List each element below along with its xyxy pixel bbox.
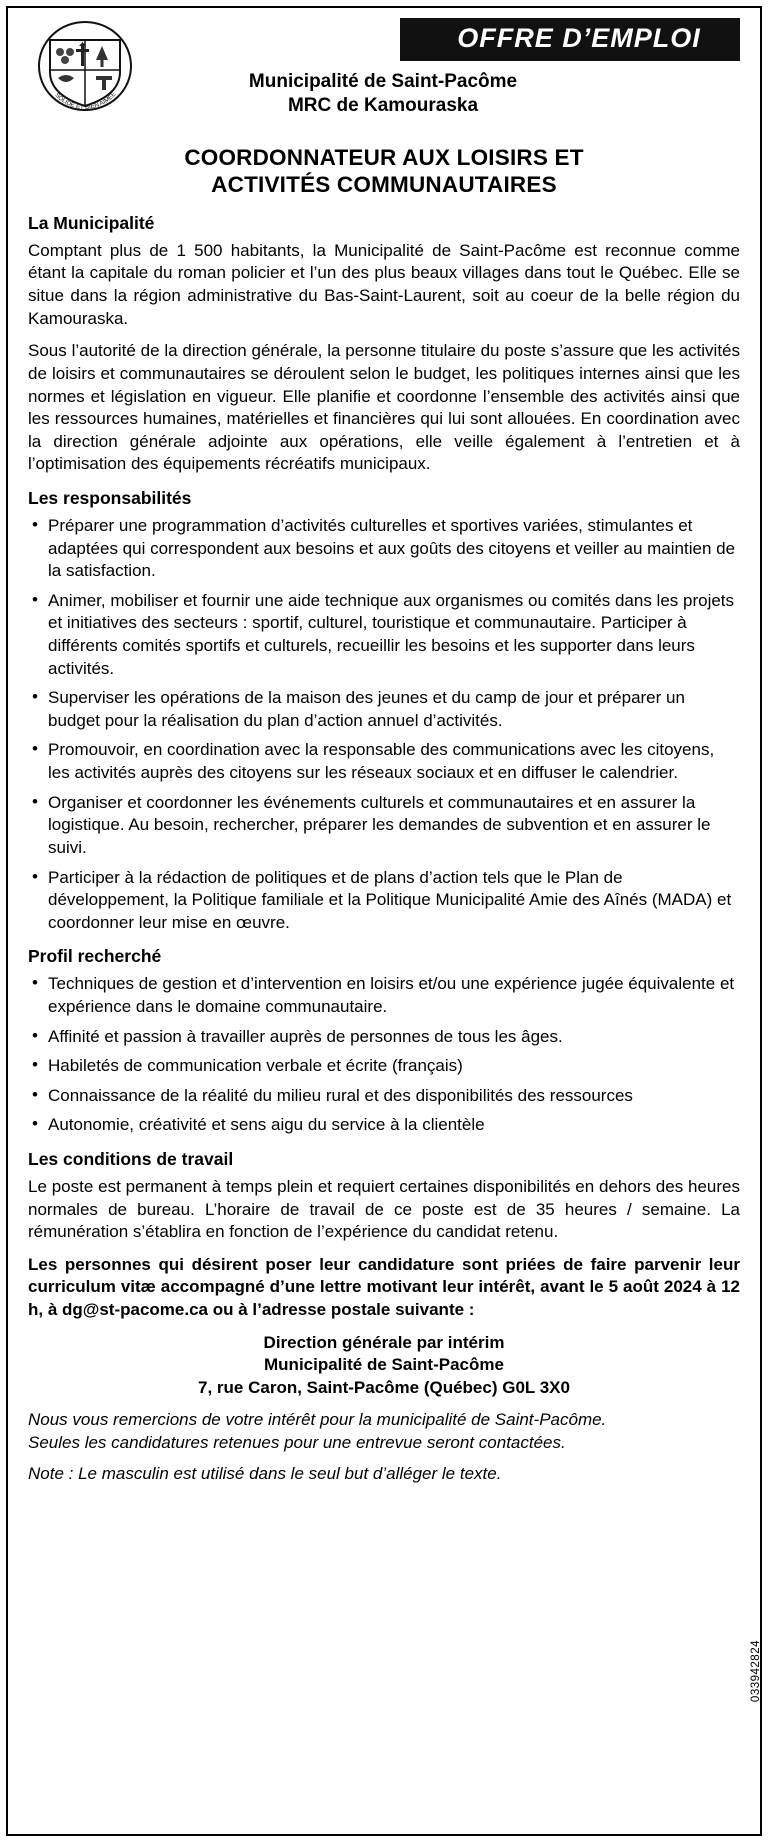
- list-item: • Promouvoir, en coordination avec la responsable des communications avec les citoyens, les activités auprès des citoyens sur les réseaux sociaux et en diffuser le calendrier.: [28, 739, 740, 784]
- job-title-line1: COORDONNATEUR AUX LOISIRS ET: [184, 145, 584, 170]
- municipality-titles: [148, 70, 618, 119]
- list-item: • Techniques de gestion et d’intervention en loisirs et/ou une expérience jugée équivalente et expérience dans le domaine communautaire.: [28, 973, 740, 1018]
- gender-note: Note : Le masculin est utilisé dans le seul but d’alléger le texte.: [28, 1464, 502, 1484]
- paragraph-municipalite-2: Sous l’autorité de la direction générale, la personne titulaire du poste s’assure que les activités de loisirs et communautaires se déroulent selon le budget, les politiques internes ainsi que les normes et législation en vigueur. Elle planifie et coordonne l’ensemble des activités ainsi que les ressources humaines, matérielles et financières qui lui sont allouées. En coordination avec la direction générale adjointe aux opérations, elle veille également à l’entretien et à l’optimisation des équipements récréatifs municipaux.: [28, 341, 740, 474]
- list-item: • Animer, mobiliser et fournir une aide technique aux organismes ou comités dans les projets et initiatives des secteurs : sportif, culturel, touristique et communautaire. Participer à différents comités sportifs et culturels, recueillir les besoins et les supporter dans leurs activités.: [28, 590, 740, 680]
- paragraph-municipalite-1: Comptant plus de 1 500 habitants, la Municipalité de Saint-Pacôme est reconnue comme étant la capitale du roman policier et l’un des plus beaux villages dans tout le Québec. Elle se situe dans la région administrative du Bas-Saint-Laurent, soit au coeur de la belle région du Kamouraska.: [28, 240, 740, 328]
- page-title: [28, 144, 740, 199]
- municipality-name: Municipalité de Saint-Pacôme: [248, 71, 518, 92]
- paragraph-conditions: Le poste est permanent à temps plein et requiert certaines disponibilités en dehors des heures normales de bureau. L’horaire de travail de ce poste est de 35 heures / semaine. La rémunération s’établira en fonction de l’expérience du candidat retenu.: [28, 1176, 740, 1242]
- list-item: • Organiser et coordonner les événements culturels et communautaires et en assurer la logistique. Au besoin, rechercher, préparer les demandes de subvention et en assurer le suivi.: [28, 792, 740, 860]
- address-line1: Direction générale par intérim: [263, 1332, 505, 1352]
- list-item: • Habiletés de communication verbale et écrite (français): [28, 1055, 740, 1078]
- closing-remarks: [28, 1409, 740, 1454]
- application-instructions: Les personnes qui désirent poser leur candidature sont priées de faire parvenir leur curriculum vitæ accompagné d’une lettre motivant leur intérêt, avant le 5 août 2024 à 12 h, à dg@st-pacome.ca ou à l’adresse postale suivante :: [28, 1254, 740, 1320]
- mrc-name: MRC de Kamouraska: [287, 95, 479, 117]
- job-title-line2: ACTIVITÉS COMMUNAUTAIRES: [211, 172, 557, 198]
- list-item: • Participer à la rédaction de politiques et de plans d’action tels que le Plan de développement, la Politique familiale et la Politique Municipalité Amie des Aînés (MADA) et coordonner leur mise en œuvre.: [28, 867, 740, 935]
- list-item: • Affinité et passion à travailler auprès de personnes de tous les âges.: [28, 1026, 740, 1049]
- closing-line1: Nous vous remercions de votre intérêt pour la municipalité de Saint-Pacôme.: [28, 1409, 607, 1429]
- section-heading-municipalite: La Municipalité: [28, 212, 155, 233]
- list-item: • Superviser les opérations de la maison des jeunes et du camp de jour et préparer un budget pour la réalisation du plan d’action annuel d’activités.: [28, 687, 740, 732]
- list-item: • Autonomie, créativité et sens aigu du service à la clientèle: [28, 1114, 740, 1137]
- closing-line2: Seules les candidatures retenues pour une entrevue seront contactées.: [28, 1432, 566, 1452]
- list-item: • Connaissance de la réalité du milieu rural et des disponibilités des ressources: [28, 1085, 740, 1108]
- section-heading-profil: Profil recherché: [28, 946, 162, 967]
- postal-address: [28, 1332, 740, 1399]
- offre-demploi-banner: OFFRE D’EMPLOI: [400, 18, 740, 61]
- header: [28, 18, 740, 136]
- section-heading-conditions: Les conditions de travail: [28, 1148, 234, 1169]
- reference-code: 033942824: [750, 1639, 762, 1702]
- responsabilites-list: [28, 515, 740, 934]
- svg-text:SOLIDE ET BIEN AIMÉE: SOLIDE ET BIEN AIMÉE: [53, 90, 118, 111]
- address-line2: Municipalité de Saint-Pacôme: [264, 1355, 504, 1375]
- profil-list: [28, 973, 740, 1137]
- address-line3: 7, rue Caron, Saint-Pacôme (Québec) G0L 3X0: [198, 1377, 570, 1397]
- section-heading-responsabilites: Les responsabilités: [28, 487, 192, 508]
- list-item: • Préparer une programmation d’activités culturelles et sportives variées, stimulantes et adaptées qui correspondent aux besoins et aux goûts des citoyens et veiller au maintien de la satisfaction.: [28, 515, 740, 583]
- page-content: [12, 10, 756, 1490]
- coat-of-arms-icon: [36, 20, 134, 116]
